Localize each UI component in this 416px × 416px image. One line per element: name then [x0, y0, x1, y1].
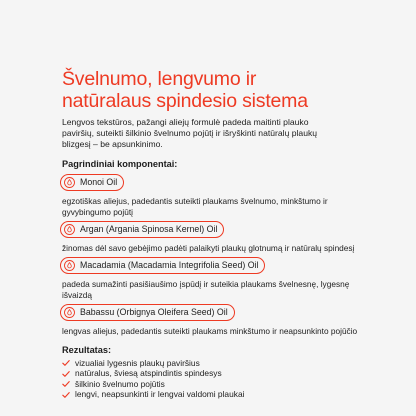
results-list [62, 358, 382, 400]
result-item [62, 389, 382, 400]
results-heading: Rezultatas: [62, 344, 112, 355]
title-line-1: Švelnumo, lengvumo ir [62, 68, 257, 90]
title-line-2: natūralaus spindesio sistema [62, 90, 308, 112]
ingredient-pill [60, 221, 224, 238]
result-text: šilkinio švelnumo pojūtis [75, 378, 165, 389]
ingredient-pill [60, 174, 124, 191]
ingredient-name: Argan (Argania Spinosa Kernel) Oil [80, 223, 218, 234]
intro-line-3: blizgesį – be apsunkinimo. [62, 139, 163, 150]
ingredient-monoi [62, 174, 382, 218]
description-line: egzotiškas aliejus, padedantis suteikti plaukams švelnumo, minkštumo ir [62, 195, 328, 206]
intro-line-2: paviršių, suteikti šilkinio švelnumo pojūtį ir išryškinti natūralų plaukų [62, 128, 318, 139]
intro-line-1: Lengvos tekstūros, pažangi aliejų formulė padeda maitinti plauko [62, 117, 309, 127]
result-item [62, 368, 382, 379]
ingredient-name: Babassu (Orbignya Oleifera Seed) Oil [80, 306, 228, 317]
ingredient-pill [60, 304, 235, 321]
oil-drop-icon [64, 307, 75, 318]
page-title [62, 68, 382, 112]
intro-text [62, 117, 332, 151]
result-text: natūralus, šviesą atspindintis spindesys [75, 368, 222, 379]
result-text: vizualiai lygesnis plaukų paviršius [75, 357, 200, 368]
check-icon [62, 380, 70, 388]
description-line: išvaizdą [62, 289, 92, 300]
ingredient-babassu [62, 304, 382, 337]
description-line: gyvybingumo pojūtį [62, 206, 134, 217]
result-text: lengvi, neapsunkinti ir lengvai valdomi plaukai [75, 389, 245, 400]
description-line: lengvas aliejus, padedantis suteikti plaukams minkštumo ir neapsunkinto pojūčio [62, 325, 358, 336]
ingredient-macadamia [62, 257, 382, 301]
check-icon [62, 359, 70, 367]
ingredient-description [62, 196, 382, 218]
check-icon [62, 370, 70, 378]
content-block [62, 68, 382, 400]
components-heading: Pagrindiniai komponentai: [62, 158, 178, 169]
description-line: žinomas dėl savo gebėjimo padėti palaikyti plaukų glotnumą ir natūralų spindesį [62, 242, 355, 253]
oil-drop-icon [64, 224, 75, 235]
ingredient-description [62, 326, 382, 337]
description-line: padeda sumažinti pasišiaušimo įspūdį ir suteikia plaukams švelnesnę, lygesnę [62, 278, 350, 289]
oil-drop-icon [64, 177, 75, 188]
ingredient-argan [62, 221, 382, 254]
check-icon [62, 391, 70, 399]
ingredient-description [62, 243, 382, 254]
result-item [62, 379, 382, 390]
ingredient-pill [60, 257, 265, 274]
oil-drop-icon [64, 260, 75, 271]
ingredient-name: Monoi Oil [80, 176, 118, 187]
ingredient-description [62, 279, 382, 301]
result-item [62, 358, 382, 369]
ingredient-name: Macadamia (Macadamia Integrifolia Seed) Oil [80, 259, 259, 270]
